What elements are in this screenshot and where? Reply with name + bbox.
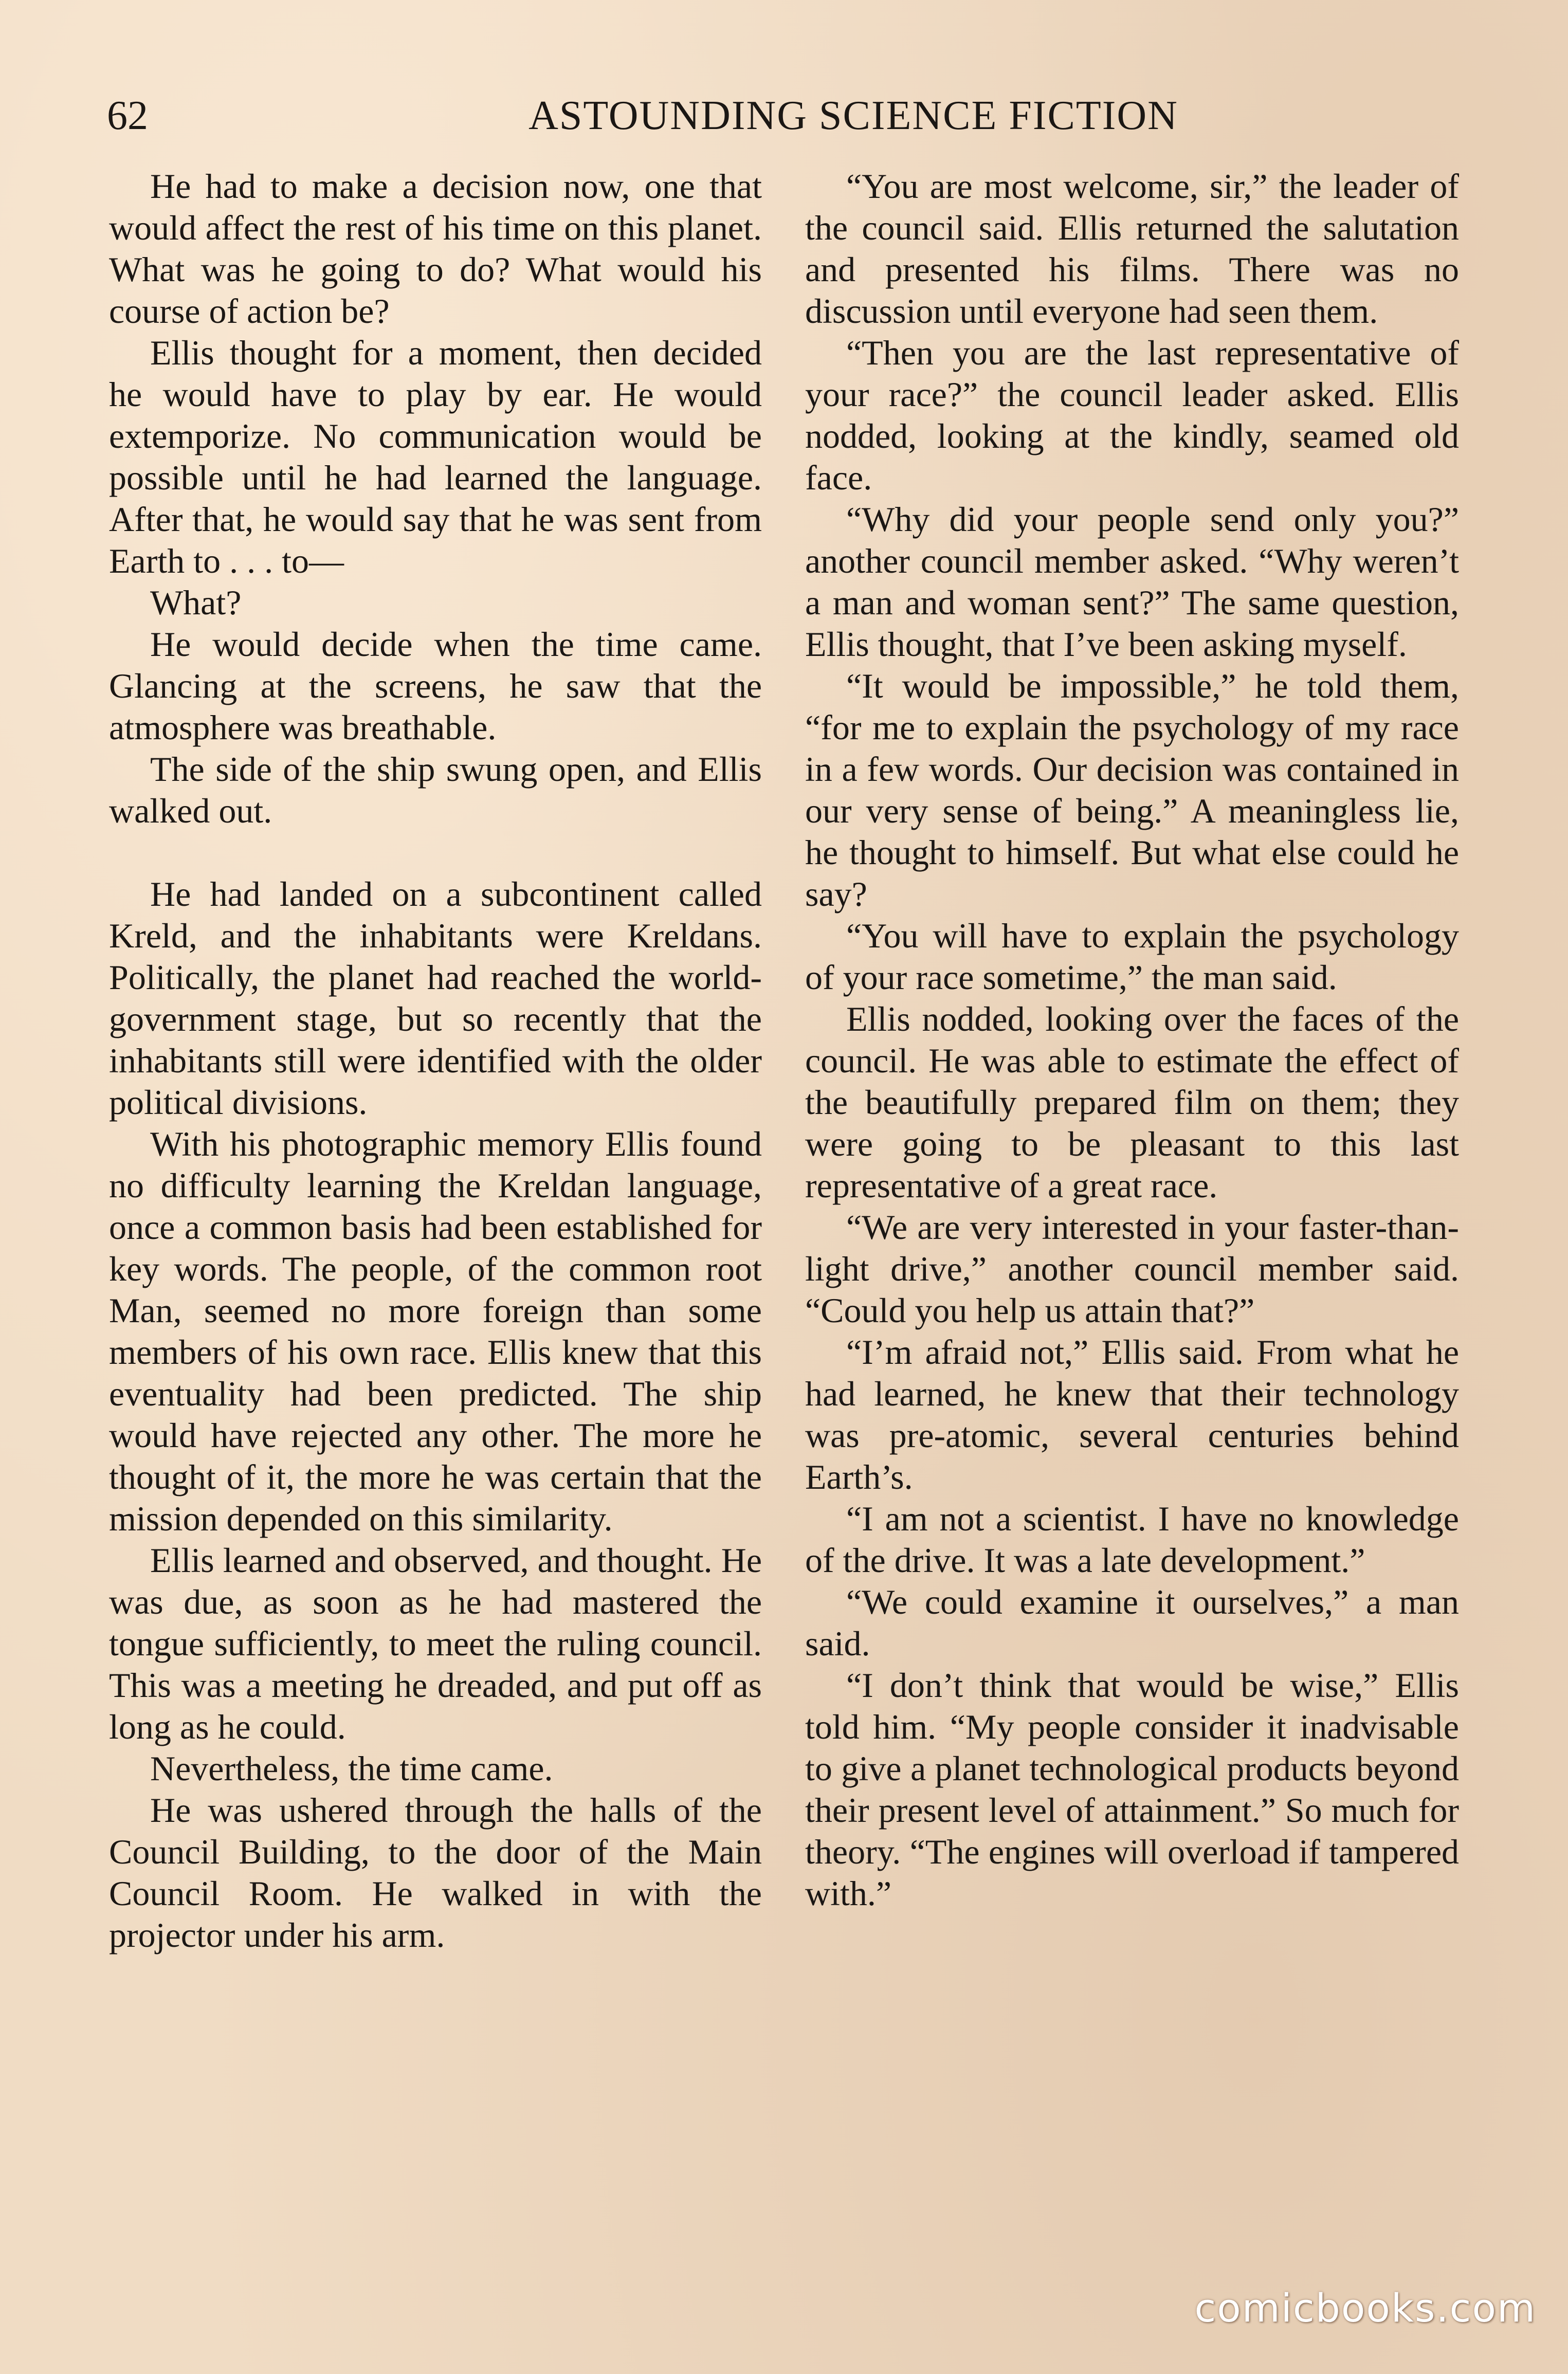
paragraph: The side of the ship swung open, and Ellis walked out. bbox=[109, 750, 762, 830]
paragraph: Nevertheless, the time came. bbox=[150, 1749, 553, 1788]
paragraph: What? bbox=[150, 583, 242, 622]
paragraph: “You will have to explain the psychology of your race sometime,” the man said. bbox=[805, 916, 1459, 997]
paragraph: “I am not a scientist. I have no knowledge of the drive. It was a late development.” bbox=[805, 1499, 1459, 1580]
paragraph: “We are very interested in your faster-than-light drive,” another council member said. “Could you help us attain that?” bbox=[805, 1208, 1459, 1330]
paragraph: “Then you are the last representative of your race?” the council leader asked. Ellis nodded, looking at the kindly, seamed old face. bbox=[805, 333, 1459, 497]
paragraph: “I’m afraid not,” Ellis said. From what he had learned, he knew that their technology was pre-atomic, several centuries behind Earth’s. bbox=[805, 1332, 1459, 1496]
watermark: comicbooks.com bbox=[1194, 2285, 1536, 2331]
paragraph: He had to make a decision now, one that would affect the rest of his time on this planet. What was he going to do? What would his course of action be? bbox=[109, 167, 762, 331]
page-number: 62 bbox=[107, 93, 148, 138]
paragraph: “I don’t think that would be wise,” Ellis told him. “My people consider it inadvisable to give a planet technological products beyond their present level of attainment.” So much for theory. “The engines will overload if tampered with.” bbox=[805, 1666, 1459, 1913]
paragraph: “Why did your people send only you?” another council member asked. “Why weren’t a man and woman sent?” The same question, Ellis thought, that I’ve been asking myself. bbox=[805, 500, 1459, 664]
paragraph: Ellis thought for a moment, then decided he would have to play by ear. He would extemporize. No communication would be possible until he had learned the language. After that, he would say that he was sent from Earth to . . . to— bbox=[109, 333, 762, 580]
paragraph: Ellis learned and observed, and thought. He was due, as soon as he had mastered the tongue sufficiently, to meet the ruling council. This was a meeting he dreaded, and put off as long as he could. bbox=[109, 1541, 762, 1746]
paragraph: Ellis nodded, looking over the faces of the council. He was able to estimate the effect of the beautifully prepared film on them; they were going to be pleasant to this last representative of a great race. bbox=[805, 999, 1459, 1205]
left-column bbox=[109, 166, 762, 1956]
paragraph: He was ushered through the halls of the Council Building, to the door of the Main Council Room. He walked in with the projector under his arm. bbox=[109, 1791, 762, 1955]
right-column bbox=[805, 166, 1459, 1914]
running-head: ASTOUNDING SCIENCE FICTION bbox=[528, 93, 1178, 138]
paragraph: “We could examine it ourselves,” a man said. bbox=[805, 1582, 1459, 1663]
paragraph: “You are most welcome, sir,” the leader of the council said. Ellis returned the salutation and presented his films. There was no discussion until everyone had seen them. bbox=[805, 167, 1459, 331]
paragraph: He had landed on a subcontinent called Kreld, and the inhabitants were Kreldans. Politically, the planet had reached the world-government stage, but so recently that the inhabitants still were identified with the older political divisions. bbox=[109, 874, 762, 1122]
paragraph: “It would be impossible,” he told them, “for me to explain the psychology of my race in a few words. Our decision was contained in our very sense of being.” A meaningless lie, he thought to himself. But what else could he say? bbox=[805, 666, 1459, 914]
paragraph: With his photographic memory Ellis found no difficulty learning the Kreldan language, once a common basis had been established for key words. The people, of the common root Man, seemed no more foreign than some members of his own race. Ellis knew that this eventuality had been predicted. The ship would have rejected any other. The more he thought of it, the more he was certain that the mission depended on this similarity. bbox=[109, 1124, 762, 1538]
paragraph: He would decide when the time came. Glancing at the screens, he saw that the atmosphere was breathable. bbox=[109, 625, 762, 747]
